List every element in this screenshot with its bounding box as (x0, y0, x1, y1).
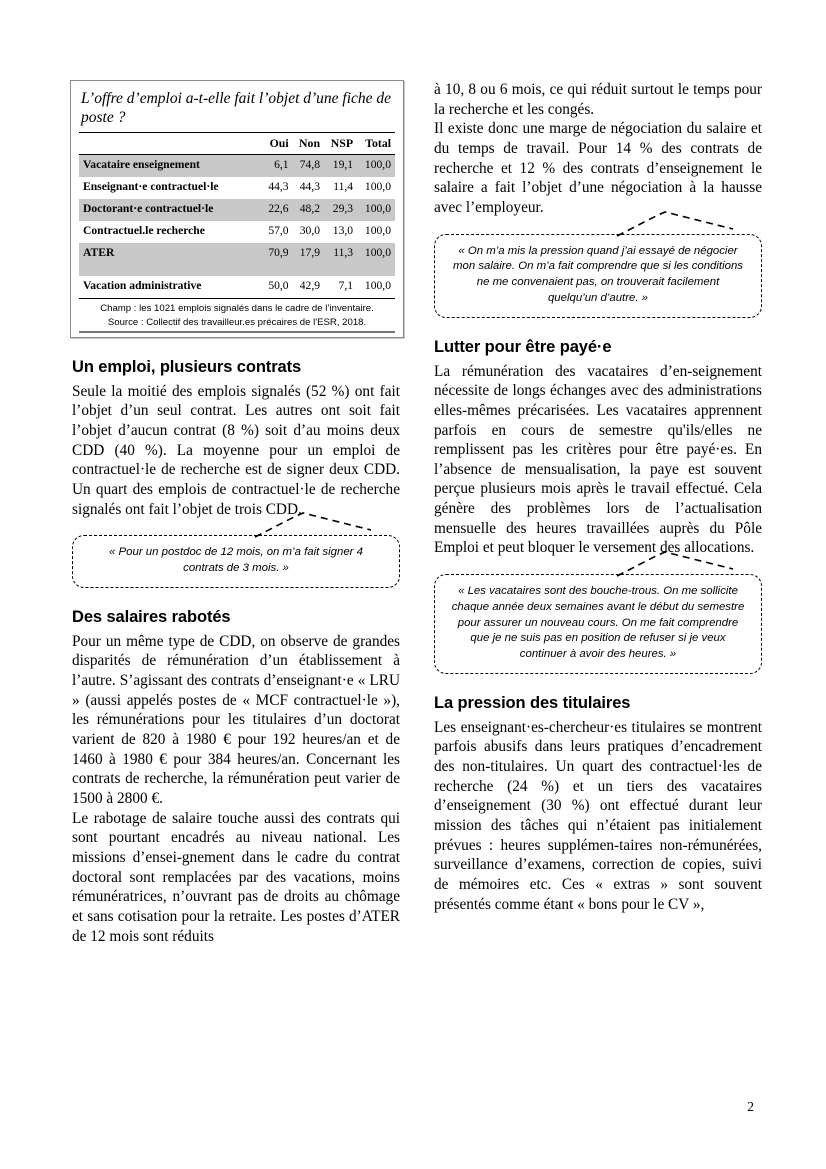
row-nsp: 11,4 (333, 180, 354, 194)
paragraph-suite-1: à 10, 8 ou 6 mois, ce qui réduit surtout le temps pour la recherche et les congés. (434, 81, 762, 118)
row-label: Contractuel.le recherche (83, 224, 205, 238)
row-total: 100,0 (364, 180, 391, 194)
table-footer (79, 298, 395, 329)
table-title: L’offre d’emploi a-t-elle fait l’objet d’une fiche de poste ? (81, 90, 392, 127)
row-label: Enseignant·e contractuel·le (83, 180, 219, 194)
table-bottom-rule (79, 331, 395, 333)
row-label: Vacation administrative (83, 278, 202, 292)
table-row (79, 155, 395, 177)
row-oui: 50,0 (268, 278, 289, 292)
quote-text: « On m’a mis la pression quand j’ai essayé de négocier mon salaire. On m’a fait comprendre que si les conditions ne me convenaient pas, on trouverait facilement quelqu’un d’autre. » (453, 244, 743, 304)
quote-box-bouche-trous (434, 574, 762, 674)
row-non: 42,9 (299, 278, 321, 292)
quote-text: « Les vacataires sont des bouche-trous. On me sollicite chaque année deux semaines avant le début du semestre pour assurer un nouveau cours. On me fait comprendre que je ne suis pas en position de refuser si je veux continuer à avoir des heures. » (451, 585, 745, 661)
paragraph-suite-2: Il existe donc une marge de négociation du salaire et du temps de travail. Pour 14 % des contrats de recherche et 12 % des contrats d’enseignement le salaire a fait l’objet d’une négociation à la hausse avec l’employeur. (434, 120, 762, 216)
table-note-source: Source : Collectif des travailleur.es précaires de l'ESR, 2018. (107, 316, 367, 328)
row-total: 100,0 (357, 155, 395, 177)
row-non: 44,3 (299, 180, 321, 194)
quote-box-postdoc (72, 535, 400, 587)
row-nsp: 19,1 (324, 155, 357, 177)
row-nsp: 29,3 (324, 199, 357, 221)
row-nsp: 7,1 (338, 278, 354, 292)
heading-la-pression-des-titulaires: La pression des titulaires (434, 693, 631, 712)
table-col-label (79, 133, 262, 155)
quote-box-pression-salaire (434, 234, 762, 318)
row-oui: 44,3 (268, 180, 289, 194)
row-total: 100,0 (357, 199, 395, 221)
table-col-oui: Oui (262, 133, 293, 155)
table-row (79, 199, 395, 221)
paragraph-titulaires: Les enseignant·es-chercheur·es titulaires se montrent parfois abusifs dans leurs pratiques d’encadrement des non-titulaires. Un quart des contractuel·les de recherche (24 %) et un tiers des vacataires d’enseignement (30 %) ont effectué durant leur mission des tâches qui n’étaient pas initialement prévues : heures supplémen-taires non-rémunérées, surveillance d’examens, correction de copies, suivi de mémoires etc. Ces « extras » sont souvent présentés comme étant « bons pour le CV », (434, 718, 762, 913)
paragraph-contrats: Seule la moitié des emplois signalés (52 %) ont fait l’objet d’un seul contrat. Les autres ont soit fait l’objet d’aucun contrat (8 %) soit d’au moins deux CDD (40 %). La moyenne pour un emploi de contractuel·le de recherche est de signer deux CDD. Un quart des emplois de contractuel·le de recherche signalés ont fait l’objet de trois CDD. (72, 382, 400, 518)
table-row (79, 177, 395, 199)
row-non: 30,0 (299, 224, 321, 238)
paragraph-salaires-1: Pour un même type de CDD, on observe de grandes disparités de rémunération d’un établissement à l’autre. S’agissant des contrats d’enseignant·e « LRU » (aussi appelés postes de « MCF contractuel·le »), les rémunérations pour les titulaires d’un doctorat varient de 820 à 1980 € pour 192 heures/an et de 1460 à 1980 € pour 384 heures/an. Concernant les contrats de recherche, la rémunération peut varier de 1500 à 2800 €. (72, 632, 400, 807)
right-column (434, 80, 762, 914)
paragraph-payee: La rémunération des vacataires d’en-seignement nécessite de longs échanges avec des administrations elles-mêmes précarisées. Les vacataires apprennent parfois en cours de semestre qu'ils/elles ne remplissent pas les critères pour être payé·es. En l’absence de mensualisation, la paye est souvent perçue plusieurs mois après le travail effectué. Cela génère des problèmes lors de l’actualisation mensuelle des heures travaillées auprès du Pôle Emploi et peut bloquer le versement des allocations. (434, 362, 762, 557)
statistics-table (79, 132, 395, 329)
row-oui: 6,1 (262, 155, 293, 177)
table-row (79, 221, 395, 243)
heading-lutter-pour-etre-paye: Lutter pour être payé·e (434, 337, 612, 356)
table-notes (79, 298, 395, 329)
row-nsp: 13,0 (332, 224, 354, 238)
table-header (79, 133, 395, 155)
row-oui: 70,9 (262, 243, 293, 276)
heading-un-emploi-plusieurs-contrats: Un emploi, plusieurs contrats (72, 357, 302, 376)
statistics-table-box (70, 80, 404, 338)
left-column (72, 80, 400, 946)
row-label: ATER (79, 243, 262, 276)
heading-des-salaires-rabotes: Des salaires rabotés (72, 607, 231, 626)
table-row (79, 243, 395, 276)
row-oui: 57,0 (268, 224, 289, 238)
row-total: 100,0 (364, 278, 391, 292)
page-number: 2 (747, 1099, 754, 1114)
table-row (79, 276, 395, 298)
table-footer-row (79, 298, 395, 329)
table-col-total: Total (357, 133, 395, 155)
row-non: 48,2 (293, 199, 324, 221)
row-nsp: 11,3 (324, 243, 357, 276)
table-col-nsp: NSP (324, 133, 357, 155)
row-total: 100,0 (364, 224, 391, 238)
table-header-row (79, 133, 395, 155)
table-col-non: Non (293, 133, 324, 155)
row-non: 74,8 (293, 155, 324, 177)
table-note-champ: Champ : les 1021 emplois signalés dans le cadre de l’inventaire. (100, 302, 374, 314)
quote-text: « Pour un postdoc de 12 mois, on m’a fait signer 4 contrats de 3 mois. » (109, 546, 363, 575)
row-oui: 22,6 (262, 199, 293, 221)
row-label: Vacataire enseignement (79, 155, 262, 177)
row-non: 17,9 (293, 243, 324, 276)
table-body (79, 155, 395, 298)
row-label: Doctorant·e contractuel·le (79, 199, 262, 221)
paragraph-salaires-2: Le rabotage de salaire touche aussi des contrats qui sont pourtant encadrés au niveau national. Les missions d’ensei-gnement dans le cadre du contrat doctoral sont remplacées par des vacations, moins rémunératrices, n’ouvrant pas de droits au chômage et sans cotisation pour la retraite. Les postes d’ATER de 12 mois sont réduits (72, 809, 400, 945)
row-total: 100,0 (357, 243, 395, 276)
